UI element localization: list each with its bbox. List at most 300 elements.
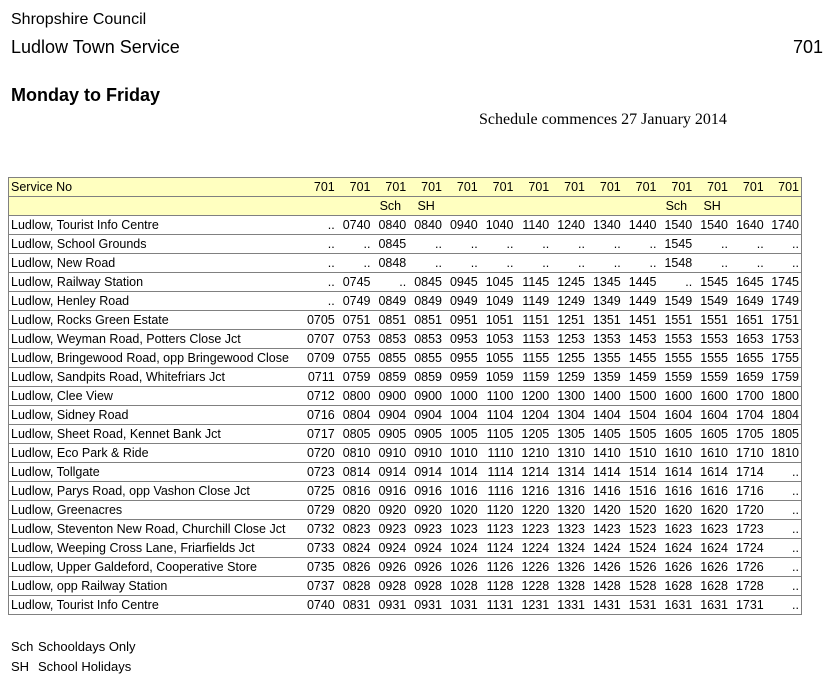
departure-time: 1524 [623,539,659,558]
departure-time: 0732 [301,520,337,539]
table-row [9,425,802,444]
departure-time: 1745 [766,273,802,292]
table-row [9,216,802,235]
stop-name: Ludlow, School Grounds [9,235,302,254]
service-number: 701 [373,178,409,197]
departure-time: 0740 [301,596,337,615]
table-row [9,235,802,254]
departure-time: 1216 [516,482,552,501]
stop-name: Ludlow, Greenacres [9,501,302,520]
departure-time: 1420 [587,501,623,520]
departure-time: 0720 [301,444,337,463]
departure-time: 1416 [587,482,623,501]
departure-time: 0916 [373,482,409,501]
departure-time: 1540 [659,216,695,235]
departure-time: 1226 [516,558,552,577]
table-row [9,387,802,406]
departure-time: 1710 [730,444,766,463]
departure-time: 0737 [301,577,337,596]
departure-time: 0840 [373,216,409,235]
table-row [9,330,802,349]
departure-time: 1123 [480,520,516,539]
departure-time: 1426 [587,558,623,577]
departure-time: 1553 [694,330,730,349]
departure-time: 1716 [730,482,766,501]
departure-time: 1053 [480,330,516,349]
service-label: Service No [9,178,302,197]
service-number: 701 [587,178,623,197]
departure-time: 1649 [730,292,766,311]
departure-time: 0729 [301,501,337,520]
journey-note [587,197,623,216]
departure-time: .. [516,254,552,273]
departure-time: 0845 [408,273,444,292]
departure-time: 1459 [623,368,659,387]
table-row [9,311,802,330]
departure-time: .. [766,501,802,520]
stop-name: Ludlow, Sidney Road [9,406,302,425]
departure-time: 1424 [587,539,623,558]
departure-time: 0914 [373,463,409,482]
departure-time: 1255 [551,349,587,368]
departure-time: .. [623,235,659,254]
departure-time: 1331 [551,596,587,615]
departure-time: 1204 [516,406,552,425]
departure-time: 0926 [408,558,444,577]
departure-time: 1453 [623,330,659,349]
departure-time: 0709 [301,349,337,368]
legend-meaning: School Holidays [38,659,132,674]
journey-note [480,197,516,216]
departure-time: 1605 [659,425,695,444]
departure-time: 1510 [623,444,659,463]
departure-time: .. [444,235,480,254]
departure-time: 1651 [730,311,766,330]
stop-name: Ludlow, Weeping Cross Lane, Friarfields Jct [9,539,302,558]
departure-time: 0716 [301,406,337,425]
departure-time: 0853 [373,330,409,349]
departure-time: 1128 [480,577,516,596]
departure-time: 0804 [337,406,373,425]
departure-time: .. [766,577,802,596]
table-row [9,292,802,311]
departure-time: 1028 [444,577,480,596]
departure-time: 0745 [337,273,373,292]
departure-time: 1531 [623,596,659,615]
departure-time: 1559 [659,368,695,387]
departure-time: 1305 [551,425,587,444]
journey-note [551,197,587,216]
departure-time: 0940 [444,216,480,235]
journey-note [444,197,480,216]
departure-time: 1800 [766,387,802,406]
departure-time: 1224 [516,539,552,558]
journey-note [301,197,337,216]
departure-time: .. [766,520,802,539]
table-row [9,539,802,558]
departure-time: 1010 [444,444,480,463]
departure-time: 1049 [480,292,516,311]
departure-time: 1623 [694,520,730,539]
departure-time: 1151 [516,311,552,330]
table-row [9,577,802,596]
departure-time: 1340 [587,216,623,235]
departure-time: .. [730,235,766,254]
departure-time: 1355 [587,349,623,368]
departure-time: 1259 [551,368,587,387]
departure-time: 1300 [551,387,587,406]
departure-time: 1626 [694,558,730,577]
departure-time: 1131 [480,596,516,615]
departure-time: 0749 [337,292,373,311]
departure-time: 1504 [623,406,659,425]
departure-time: 1628 [659,577,695,596]
departure-time: 0920 [408,501,444,520]
departure-time: 1623 [659,520,695,539]
schedule-commences: Schedule commences 27 January 2014 [479,111,727,128]
departure-time: 0840 [408,216,444,235]
departure-time: .. [480,235,516,254]
departure-time: .. [766,463,802,482]
departure-time: 0931 [373,596,409,615]
departure-time: 1214 [516,463,552,482]
departure-time: 1414 [587,463,623,482]
departure-time: 1116 [480,482,516,501]
departure-time: 1310 [551,444,587,463]
service-title: Ludlow Town Service [11,37,180,57]
departure-time: 1051 [480,311,516,330]
departure-time: .. [373,273,409,292]
legend-code: SH [11,659,30,674]
departure-time: 1614 [659,463,695,482]
departure-time: 1705 [730,425,766,444]
departure-time: 0916 [408,482,444,501]
departure-time: 1145 [516,273,552,292]
stop-name: Ludlow, Weyman Road, Potters Close Jct [9,330,302,349]
departure-time: 0740 [337,216,373,235]
table-row [9,406,802,425]
departure-time: 1314 [551,463,587,482]
service-number: 701 [694,178,730,197]
departure-time: 1249 [551,292,587,311]
departure-time: 1555 [659,349,695,368]
departure-time: 1655 [730,349,766,368]
service-number: 701 [551,178,587,197]
departure-time: 0805 [337,425,373,444]
departure-time: 1549 [659,292,695,311]
service-number: 701 [516,178,552,197]
departure-time: 1149 [516,292,552,311]
departure-time: 1124 [480,539,516,558]
departure-time: 1059 [480,368,516,387]
departure-time: 1723 [730,520,766,539]
departure-time: .. [408,235,444,254]
stop-name: Ludlow, Bringewood Road, opp Bringewood Close [9,349,302,368]
departure-time: 1445 [623,273,659,292]
departure-time: 1210 [516,444,552,463]
departure-time: .. [694,235,730,254]
table-row [9,254,802,273]
departure-time: 1304 [551,406,587,425]
departure-time: 1159 [516,368,552,387]
journey-note: Sch [659,197,695,216]
departure-time: 0725 [301,482,337,501]
departure-time: 0820 [337,501,373,520]
departure-time: 0851 [373,311,409,330]
departure-time: 0900 [408,387,444,406]
service-number-row [9,178,802,197]
service-number: 701 [766,178,802,197]
service-number: 701 [659,178,695,197]
departure-time: 1704 [730,406,766,425]
departure-time: 1423 [587,520,623,539]
departure-time: 0855 [408,349,444,368]
departure-time: 0712 [301,387,337,406]
legend-code: Sch [11,639,34,654]
departure-time: 1351 [587,311,623,330]
table-row [9,349,802,368]
stop-name: Ludlow, Tourist Info Centre [9,596,302,615]
departure-time: .. [408,254,444,273]
departure-time: 1731 [730,596,766,615]
departure-time: 1245 [551,273,587,292]
departure-time: 1620 [659,501,695,520]
departure-time: 1253 [551,330,587,349]
departure-time: 1040 [480,216,516,235]
departure-time: 0723 [301,463,337,482]
departure-time: .. [587,235,623,254]
departure-time: 0914 [408,463,444,482]
departure-time: 0810 [337,444,373,463]
departure-time: 1400 [587,387,623,406]
service-number: 701 [337,178,373,197]
departure-time: .. [766,539,802,558]
departure-time: 1431 [587,596,623,615]
departure-time: 0859 [373,368,409,387]
table-row [9,368,802,387]
table-row [9,520,802,539]
departure-time: 1600 [659,387,695,406]
departure-time: 1240 [551,216,587,235]
departure-time: 0753 [337,330,373,349]
departure-time: 1610 [659,444,695,463]
departure-time: 1523 [623,520,659,539]
departure-time: 1451 [623,311,659,330]
departure-time: 1405 [587,425,623,444]
departure-time: 0910 [408,444,444,463]
departure-time: 1126 [480,558,516,577]
departure-time: 1045 [480,273,516,292]
departure-time: 1120 [480,501,516,520]
departure-time: .. [444,254,480,273]
departure-time: .. [301,273,337,292]
departure-time: 1604 [694,406,730,425]
departure-time: 0826 [337,558,373,577]
departure-time: 1553 [659,330,695,349]
journey-notes-row [9,197,802,216]
table-row [9,273,802,292]
departure-time: 1223 [516,520,552,539]
departure-time: 0828 [337,577,373,596]
departure-time: 1031 [444,596,480,615]
table-row [9,444,802,463]
departure-time: 0923 [408,520,444,539]
departure-time: .. [766,596,802,615]
stop-name: Ludlow, New Road [9,254,302,273]
departure-time: 1359 [587,368,623,387]
departure-time: 1153 [516,330,552,349]
departure-time: 1624 [694,539,730,558]
stop-name: Ludlow, Tourist Info Centre [9,216,302,235]
departure-time: .. [551,254,587,273]
departure-time: .. [766,235,802,254]
departure-time: 1640 [730,216,766,235]
departure-time: 1514 [623,463,659,482]
departure-time: 0955 [444,349,480,368]
departure-time: 0931 [408,596,444,615]
departure-time: 1605 [694,425,730,444]
departure-time: 1740 [766,216,802,235]
departure-time: 1724 [730,539,766,558]
stop-name: Ludlow, Clee View [9,387,302,406]
departure-time: 1520 [623,501,659,520]
departure-time: 0926 [373,558,409,577]
departure-time: .. [659,273,695,292]
departure-time: 1804 [766,406,802,425]
departure-time: 1728 [730,577,766,596]
stop-name: Ludlow, Sandpits Road, Whitefriars Jct [9,368,302,387]
departure-time: .. [301,292,337,311]
departure-time: 1455 [623,349,659,368]
departure-time: 1324 [551,539,587,558]
departure-time: .. [623,254,659,273]
departure-time: .. [766,254,802,273]
stop-name: Ludlow, Henley Road [9,292,302,311]
service-number: 701 [730,178,766,197]
service-number: 701 [408,178,444,197]
departure-time: 1140 [516,216,552,235]
stop-name: Ludlow, Steventon New Road, Churchill Close Jct [9,520,302,539]
departure-time: 1320 [551,501,587,520]
departure-time: 1528 [623,577,659,596]
departure-time: 0945 [444,273,480,292]
departure-time: 1251 [551,311,587,330]
departure-time: 1020 [444,501,480,520]
departure-time: 1110 [480,444,516,463]
stop-name: Ludlow, Upper Galdeford, Cooperative Store [9,558,302,577]
departure-time: 1200 [516,387,552,406]
departure-time: 0855 [373,349,409,368]
departure-time: 1614 [694,463,730,482]
departure-time: 1449 [623,292,659,311]
departure-time: 0904 [408,406,444,425]
departure-time: 1645 [730,273,766,292]
journey-note: SH [694,197,730,216]
departure-time: 1720 [730,501,766,520]
departure-time: .. [301,235,337,254]
departure-time: 1726 [730,558,766,577]
departure-time: 1105 [480,425,516,444]
departure-time: 1205 [516,425,552,444]
departure-time: 1545 [659,235,695,254]
departure-time: 1751 [766,311,802,330]
departure-time: 1753 [766,330,802,349]
departure-time: 0928 [408,577,444,596]
departure-time: 0733 [301,539,337,558]
departure-time: .. [516,235,552,254]
departure-time: 1749 [766,292,802,311]
departure-time: 1410 [587,444,623,463]
departure-time: 1055 [480,349,516,368]
departure-time: .. [301,254,337,273]
stop-name: Ludlow, Railway Station [9,273,302,292]
journey-note [730,197,766,216]
departure-time: 0920 [373,501,409,520]
departure-time: 1810 [766,444,802,463]
departure-time: 1616 [694,482,730,501]
departure-time: 1549 [694,292,730,311]
timetable [8,177,802,615]
departure-time: 1000 [444,387,480,406]
departure-time: 1540 [694,216,730,235]
service-number: 701 [480,178,516,197]
stop-name: Ludlow, Rocks Green Estate [9,311,302,330]
departure-time: 1659 [730,368,766,387]
departure-time: 1440 [623,216,659,235]
departure-time: .. [301,216,337,235]
departure-time: 1155 [516,349,552,368]
departure-time: 1759 [766,368,802,387]
council-name: Shropshire Council [11,11,147,28]
journey-note: Sch [373,197,409,216]
departure-time: 0859 [408,368,444,387]
journey-note [766,197,802,216]
departure-time: 0845 [373,235,409,254]
service-number: 701 [623,178,659,197]
departure-time: 0823 [337,520,373,539]
departure-time: 1610 [694,444,730,463]
departure-time: 1326 [551,558,587,577]
departure-time: .. [730,254,766,273]
departure-time: 0711 [301,368,337,387]
stop-name: Ludlow, opp Railway Station [9,577,302,596]
departure-time: 0814 [337,463,373,482]
journey-note [516,197,552,216]
departure-time: 1551 [694,311,730,330]
table-row [9,501,802,520]
departure-time: 1220 [516,501,552,520]
departure-time: .. [766,482,802,501]
departure-time: 0816 [337,482,373,501]
departure-time: 0755 [337,349,373,368]
departure-time: 0851 [408,311,444,330]
departure-time: 0900 [373,387,409,406]
departure-time: 0759 [337,368,373,387]
departure-time: 1404 [587,406,623,425]
departure-time: 1024 [444,539,480,558]
departure-time: 0924 [408,539,444,558]
stop-name: Ludlow, Eco Park & Ride [9,444,302,463]
departure-time: 1104 [480,406,516,425]
departure-time: 1345 [587,273,623,292]
legend-item [11,659,131,674]
departure-time: 1714 [730,463,766,482]
departure-time: 0707 [301,330,337,349]
departure-time: 0800 [337,387,373,406]
departure-time: .. [337,254,373,273]
departure-time: 1604 [659,406,695,425]
departure-time: 1353 [587,330,623,349]
